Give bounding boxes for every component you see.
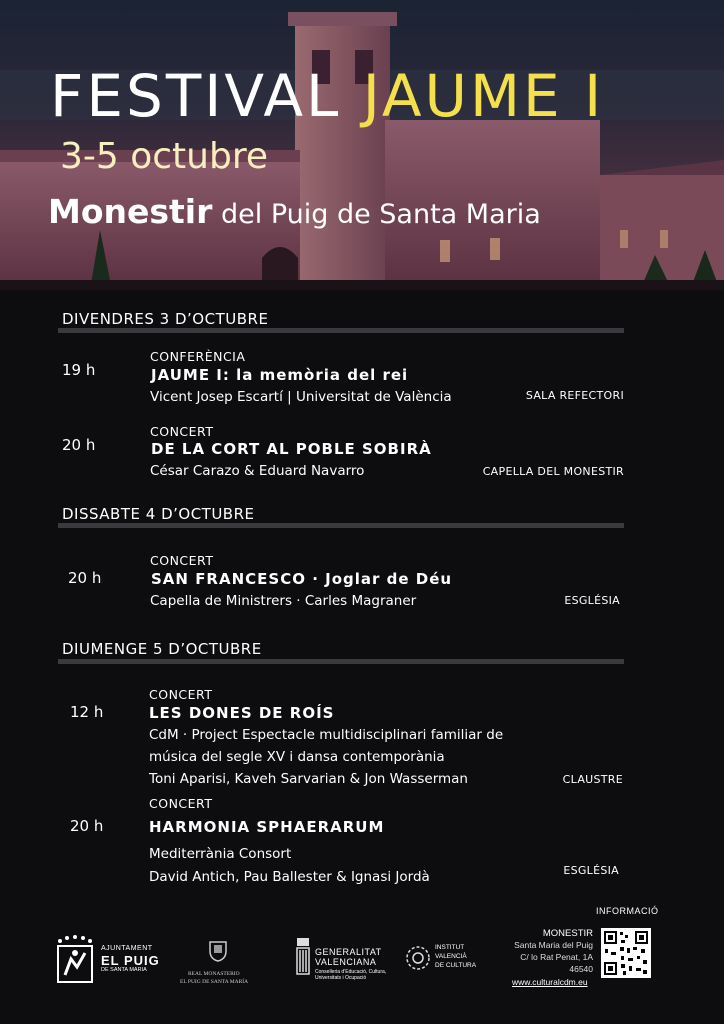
event-time: 19 h [62,361,96,379]
ajuntament-name: EL PUIG [101,953,160,968]
event-title: LES DONES DE ROÍS [149,704,335,722]
ivc-logo [405,943,495,978]
info-address-1: Santa Maria del Puig [514,940,593,950]
event-detail: Toni Aparisi, Kaveh Sarvarian & Jon Wasserman [149,771,468,787]
event-detail: Mediterrània Consort [149,846,292,862]
info-title: MONESTIR [542,928,593,939]
day-divider [58,659,624,664]
generalitat-name-2: VALENCIANA [315,957,377,967]
day-heading: DIUMENGE 5 D’OCTUBRE [62,640,262,658]
event-type: CONCERT [150,424,214,439]
ajuntament-label: AJUNTAMENT [101,945,153,952]
qr-code-icon[interactable] [601,928,651,978]
generalitat-crest-icon [295,938,311,976]
info-postcode: 46540 [569,964,593,974]
event-type: CONCERT [150,553,214,568]
day-divider [58,328,624,333]
ajuntament-subtitle: DE SANTA MARIA [101,967,147,973]
festival-title: FESTIVAL JAUME I [50,62,605,130]
ajuntament-logo [55,935,175,990]
generalitat-name-1: GENERALITAT [315,947,382,957]
event-title: JAUME I: la memòria del rei [151,366,409,384]
generalitat-conselleria-1: Conselleria d’Educació, Cultura, [315,969,387,975]
event-type: CONCERT [149,687,213,702]
event-location: ESGLÉSIA [564,594,620,607]
event-title: HARMONIA SPHAERARUM [149,818,385,836]
ivc-name-2: VALENCIÀ [435,953,467,960]
event-type: CONFERÈNCIA [150,349,246,364]
festival-venue: Monestir del Puig de Santa Maria [48,192,541,231]
event-location: CLAUSTRE [562,773,623,786]
event-title: DE LA CORT AL POBLE SOBIRÀ [151,440,432,458]
monasterio-label-1: REAL MONASTERIO [188,971,240,977]
monasterio-label-2: EL PUIG DE SANTA MARÍA [180,979,249,985]
event-location: CAPELLA DEL MONESTIR [482,465,624,478]
generalitat-conselleria-2: Universitats i Ocupació [315,975,367,981]
info-url-link[interactable]: www.culturalcdm.eu [512,977,588,987]
event-time: 12 h [70,703,104,721]
monasterio-logo [180,938,270,988]
info-label: INFORMACIÓ [596,906,659,916]
event-detail: Capella de Ministrers · Carles Magraner [150,593,417,609]
day-divider [58,523,624,528]
event-title: SAN FRANCESCO · Joglar de Déu [151,570,453,588]
event-type: CONCERT [149,796,213,811]
ajuntament-crest-icon [55,935,95,987]
event-time: 20 h [68,569,102,587]
event-location: SALA REFECTORI [525,389,624,402]
generalitat-logo [295,938,395,983]
ivc-name-1: INSTITUT [435,944,465,951]
event-detail: César Carazo & Eduard Navarro [150,463,365,479]
day-heading: DIVENDRES 3 D’OCTUBRE [62,310,269,328]
ivc-emblem-icon [405,945,431,971]
event-detail: David Antich, Pau Ballester & Ignasi Jordà [149,869,430,885]
header-banner [0,0,724,290]
event-location: ESGLÉSIA [563,864,619,877]
event-detail: música del segle XV i dansa contemporània [149,749,445,765]
day-heading: DISSABTE 4 D’OCTUBRE [62,505,255,523]
ivc-name-3: DE CULTURA [435,962,477,969]
monastery-crest-icon [207,938,229,962]
event-time: 20 h [70,817,104,835]
event-time: 20 h [62,436,96,454]
event-detail: CdM · Project Espectacle multidisciplinari familiar de [149,727,504,743]
event-detail: Vicent Josep Escartí | Universitat de València [150,389,452,405]
info-address-2: C/ lo Rat Penat, 1A [520,952,593,962]
festival-dates: 3-5 octubre [60,136,269,177]
